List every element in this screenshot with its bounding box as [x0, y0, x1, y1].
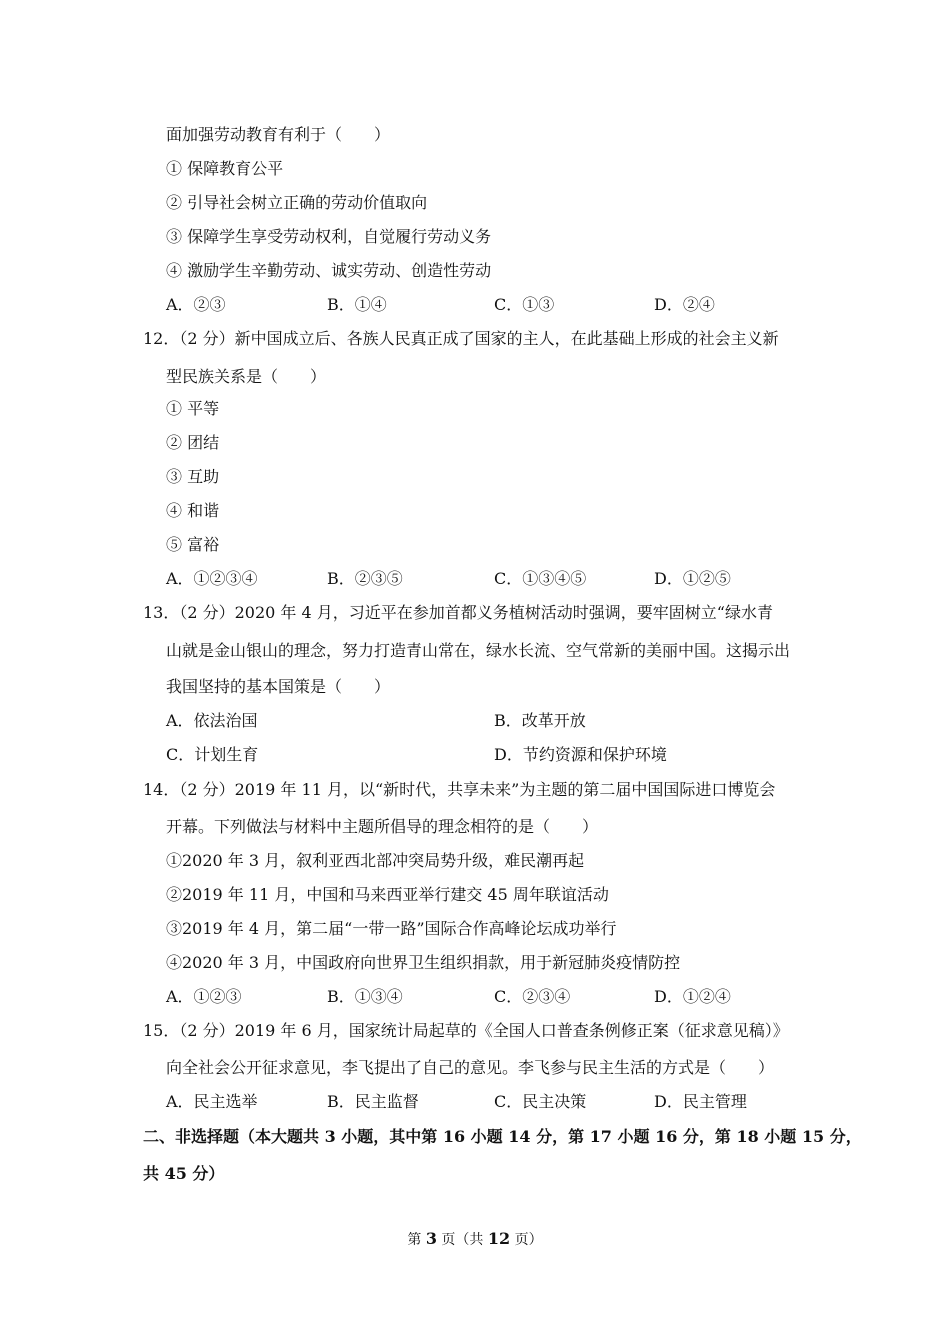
q15-stem-line-2: 向全社会公开征求意见，李飞提出了自己的意见。李飞参与民主生活的方式是（ ）	[166, 1058, 775, 1077]
q12-item-2: ② 团结	[166, 433, 220, 452]
q11-item-1: ① 保障教育公平	[166, 159, 284, 178]
q12-item-1: ① 平等	[166, 399, 220, 418]
footer-total-pages: 12	[487, 1229, 511, 1248]
footer-prefix: 第	[407, 1232, 426, 1248]
q11-stem-tail: 面加强劳动教育有利于（ ）	[166, 125, 391, 144]
footer-suffix: 页）	[510, 1232, 543, 1248]
q12-stem-line-2: 型民族关系是（ ）	[166, 367, 327, 386]
q14-option-c: C．②③④	[494, 987, 571, 1006]
q14-stem-line-2: 开幕。下列做法与材料中主题所倡导的理念相符的是（ ）	[166, 817, 599, 836]
q11-option-a: A．②③	[166, 295, 226, 314]
page-footer	[0, 1229, 950, 1250]
q14-option-b: B．①③④	[327, 987, 403, 1006]
section-2-heading-line-1: 二、非选择题（本大题共 3 小题，其中第 16 小题 14 分，第 17 小题 16 分，第 18 小题 15 分，	[143, 1127, 862, 1146]
q13-stem-line-1: 13．（2 分）2020 年 4 月，习近平在参加首都义务植树活动时强调，要牢固树立“绿水青	[143, 603, 773, 622]
q14-option-d: D．①②④	[654, 987, 731, 1006]
q11-item-3: ③ 保障学生享受劳动权利，自觉履行劳动义务	[166, 227, 492, 246]
q13-option-b: B．改革开放	[494, 711, 586, 730]
q15-option-d: D．民主管理	[654, 1092, 747, 1111]
q14-item-1: ①2020 年 3 月，叙利亚西北部冲突局势升级，难民潮再起	[166, 851, 585, 870]
q12-item-3: ③ 互助	[166, 467, 220, 486]
q14-item-2: ②2019 年 11 月，中国和马来西亚举行建交 45 周年联谊活动	[166, 885, 609, 904]
q12-stem-line-1: 12．（2 分）新中国成立后、各族人民真正成了国家的主人，在此基础上形成的社会主义新	[143, 329, 779, 348]
q12-item-4: ④ 和谐	[166, 501, 220, 520]
q11-item-4: ④ 激励学生辛勤劳动、诚实劳动、创造性劳动	[166, 261, 492, 280]
q13-option-a: A．依法治国	[166, 711, 258, 730]
q13-option-d: D．节约资源和保护环境	[494, 745, 667, 764]
q12-item-5: ⑤ 富裕	[166, 535, 220, 554]
q14-option-a: A．①②③	[166, 987, 242, 1006]
q14-item-3: ③2019 年 4 月，第二届“一带一路”国际合作高峰论坛成功举行	[166, 919, 617, 938]
q12-option-c: C．①③④⑤	[494, 569, 587, 588]
q12-option-a: A．①②③④	[166, 569, 258, 588]
q15-option-c: C．民主决策	[494, 1092, 587, 1111]
q11-option-b: B．①④	[327, 295, 387, 314]
q11-item-2: ② 引导社会树立正确的劳动价值取向	[166, 193, 428, 212]
q14-stem-line-1: 14．（2 分）2019 年 11 月，以“新时代，共享未来”为主题的第二届中国国际进口博览会	[143, 780, 776, 799]
q12-option-d: D．①②⑤	[654, 569, 731, 588]
q11-option-c: C．①③	[494, 295, 555, 314]
q15-option-b: B．民主监督	[327, 1092, 419, 1111]
q13-stem-line-3: 我国坚持的基本国策是（ ）	[166, 677, 391, 696]
q15-option-a: A．民主选举	[166, 1092, 258, 1111]
section-2-heading-line-2: 共 45 分）	[143, 1164, 225, 1183]
q11-option-d: D．②④	[654, 295, 715, 314]
footer-mid: 页（共	[436, 1232, 488, 1248]
q13-stem-line-2: 山就是金山银山的理念，努力打造青山常在，绿水长流、空气常新的美丽中国。这揭示出	[166, 641, 791, 660]
q14-item-4: ④2020 年 3 月，中国政府向世界卫生组织捐款，用于新冠肺炎疫情防控	[166, 953, 681, 972]
q13-option-c: C．计划生育	[166, 745, 259, 764]
footer-page-number: 3	[425, 1229, 437, 1248]
q15-stem-line-1: 15．（2 分）2019 年 6 月，国家统计局起草的《全国人口普查条例修正案（征求意见稿）》	[143, 1021, 789, 1040]
q12-option-b: B．②③⑤	[327, 569, 403, 588]
